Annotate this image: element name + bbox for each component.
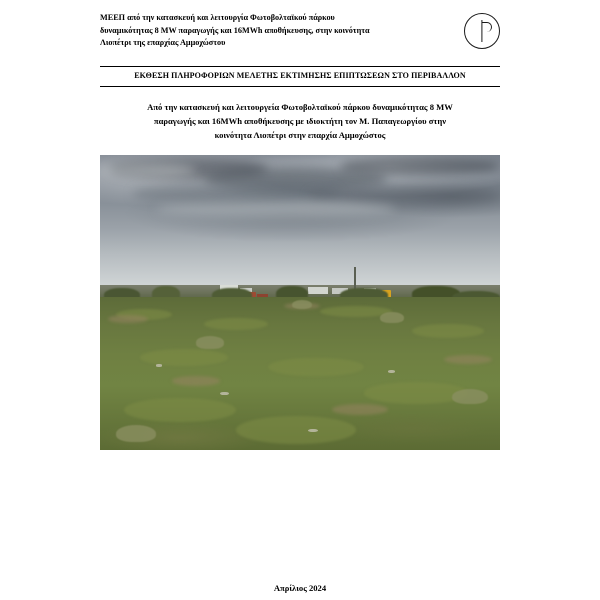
photo-ground <box>100 297 500 450</box>
grass-tuft <box>236 416 356 444</box>
ministry-emblem-icon <box>464 13 500 49</box>
cloud <box>156 201 396 218</box>
header-line-2: δυναμικότητας 8 MW παραγωγής και 16MWh αποθήκευσης, στην κοινότητα <box>100 25 370 35</box>
header-line-1: ΜΕΕΠ από την κατασκευή και λειτουργία Φωτοβολταϊκού πάρκου <box>100 13 335 22</box>
dry-shrub <box>452 389 488 404</box>
dry-soil-patch <box>172 376 220 385</box>
dry-soil-patch <box>444 355 492 364</box>
grass-tuft <box>268 358 364 376</box>
grass-tuft <box>124 398 236 423</box>
page-title-line-2: παραγωγής και 16MWh αποθήκευσης με ιδιοκτήτη τον Μ. Παπαγεωργίου στην <box>153 115 447 126</box>
photo-sky <box>100 155 500 294</box>
grass-tuft <box>140 349 228 366</box>
dry-soil-patch <box>108 315 148 323</box>
page-title-line-1: Από την κατασκευή και λειτουργεία Φωτοβολταϊκού πάρκου δυναμικότητας 8 MW <box>147 102 453 112</box>
stone <box>388 370 395 373</box>
cloud <box>340 156 500 175</box>
page-title <box>104 101 496 143</box>
document-header <box>100 12 500 50</box>
cover-photo <box>100 155 500 450</box>
stone <box>220 392 229 396</box>
page-title-line-3: κοινότητα Λιοπέτρι στην επαρχία Αμμοχώστος <box>214 129 386 140</box>
dry-shrub <box>292 300 312 309</box>
grass-tuft <box>412 324 484 338</box>
header-divider-top <box>100 66 500 67</box>
cover-photo-image <box>100 155 500 450</box>
header-divider-bottom <box>100 86 500 87</box>
stone <box>156 364 162 367</box>
dry-soil-patch <box>332 404 388 415</box>
header-title-block <box>100 12 430 50</box>
report-type-label: ΕΚΘΕΣΗ ΠΛΗΡΟΦΟΡΙΩΝ ΜΕΛΕΤΗΣ ΕΚΤΙΜΗΣΗΣ ΕΠΙΠΤΩΣΕΩΝ ΣΤΟ ΠΕΡΙΒΑΛΛΟΝ <box>134 71 466 80</box>
dry-shrub <box>196 336 224 348</box>
background-building <box>308 287 328 295</box>
document-date: Απρίλιος 2024 <box>273 583 327 593</box>
dry-shrub <box>380 312 404 323</box>
grass-tuft <box>204 318 268 330</box>
dry-shrub <box>116 425 156 442</box>
header-line-3: Λιοπέτρι της επαρχίας Αμμοχώστου <box>100 38 226 48</box>
